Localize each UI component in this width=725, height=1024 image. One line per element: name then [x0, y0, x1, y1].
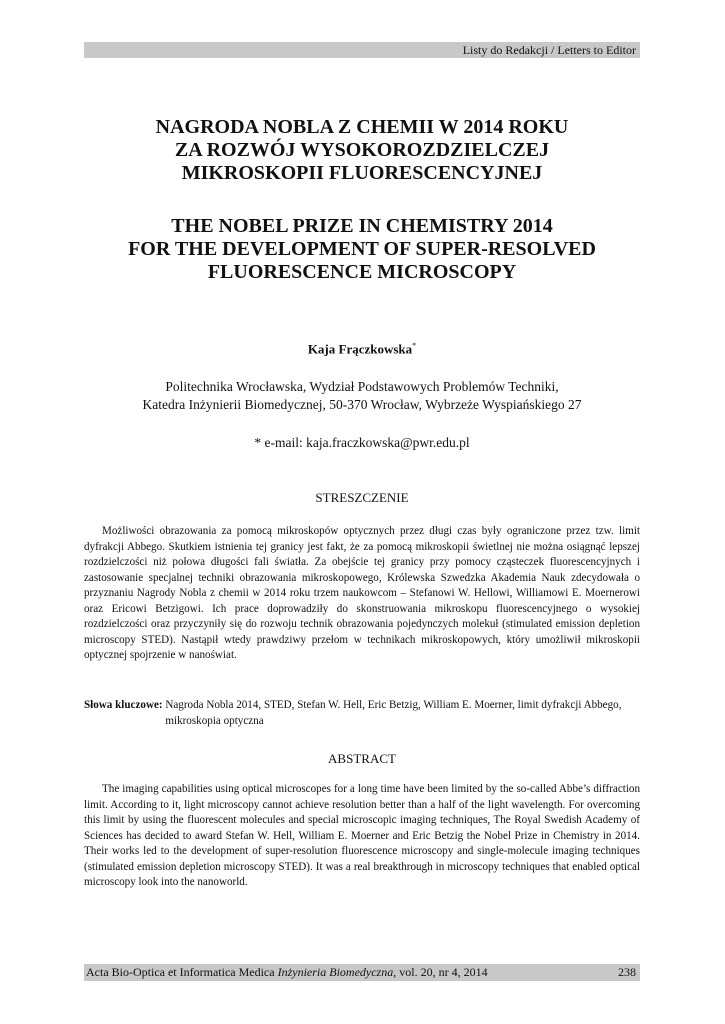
running-header — [84, 42, 640, 58]
keywords-label: Słowa kluczowe: — [84, 699, 163, 711]
affiliation-line: Katedra Inżynierii Biomedycznej, 50-370 Wrocław, Wybrzeże Wyspiańskiego 27 — [142, 397, 582, 412]
streszczenie-text: Możliwości obrazowania za pomocą mikroskopów optycznych przez długi czas były ograniczone przez tzw. limit dyfrakcji Abbego. Skutkiem istnienia tej granicy jest fakt, że za pomocą mikroskopii świetlnej nie można osiągnąć lepszej rozdzielczości niż połowa długości fali światła. Za obejście tej granicy przy pomocy cząsteczek fluorescencyjnych i zastosowanie specjalnej techniki obrazowania mikroskopowego, Królewska Szwedzka Akademia Nauk zdecydowała o przyznaniu Nagrody Nobla z chemii w 2014 roku trzem naukowcom – Stefanowi W. Hellowi, Williamowi E. Moernerowi oraz Ericowi Betzigowi. Ich prace doprowadziły do skonstruowania mikroskopu fluorescencyjnego o wysokiej rozdzielczości oraz przyczyniły się do rozwoju technik obrazowania pojedynczych molekuł (stimulated emission depletion microscopy STED). Nastąpił wtedy prawdziwy przełom w technikach mikroskopowych, który umożliwił mikroskopii optycznej spojrzenie w nanoświat. — [84, 525, 640, 661]
title-en-line: FLUORESCENCE MICROSCOPY — [207, 261, 517, 283]
running-footer — [84, 964, 640, 981]
footer-volume: , vol. 20, nr 4, 2014 — [393, 965, 488, 979]
title-block — [84, 116, 640, 284]
abstract-text: The imaging capabilities using optical microscopes for a long time have been limited by the so-called Abbe’s diffraction limit. According to it, light microscopy cannot achieve resolution better than a half of the light wavelength. For overcoming this limit by using the fluorescent molecules and special microscopic imaging techniques, The Royal Swedish Academy of Sciences has decided to award Stefan W. Hell, William E. Moerner and Eric Betzig the Nobel Prize in Chemistry in 2014. Their works led to the development of super-resolution fluorescence microscopy and single-molecule imaging techniques (stimulated emission depletion microscopy STED). It was a real breakthrough in microscopy techniques that enabled optical microscopy look into the nanoworld. — [84, 783, 640, 888]
affiliation-line: Politechnika Wrocławska, Wydział Podstawowych Problemów Techniki, — [165, 379, 559, 394]
affiliation — [84, 378, 640, 414]
footer-journal: Acta Bio-Optica et Informatica Medica — [86, 965, 275, 979]
streszczenie-heading: STRESZCZENIE — [315, 490, 409, 505]
title-english — [84, 215, 640, 284]
author-mark: * — [412, 341, 417, 350]
email: * e-mail: kaja.fraczkowska@pwr.edu.pl — [254, 435, 470, 450]
header-text: Listy do Redakcji / Letters to Editor — [462, 43, 636, 57]
title-en-line: FOR THE DEVELOPMENT OF SUPER-RESOLVED — [128, 238, 596, 260]
author-name: Kaja Frączkowska — [307, 341, 413, 357]
footer-citation — [86, 964, 488, 981]
footer-journal-italic: Inżynieria Biomedyczna — [277, 965, 394, 979]
page-number: 238 — [618, 965, 636, 979]
abstract-heading: ABSTRACT — [328, 751, 396, 766]
author — [84, 341, 640, 357]
title-en-line: THE NOBEL PRIZE IN CHEMISTRY 2014 — [171, 215, 553, 237]
keywords-values: Nagroda Nobla 2014, STED, Stefan W. Hell, Eric Betzig, William E. Moerner, limit dyfrakcji Abbego, mikroskopia optyczna — [165, 699, 622, 727]
title-pl-line: ZA ROZWÓJ WYSOKOROZDZIELCZEJ — [174, 139, 550, 161]
title-pl-line: NAGRODA NOBLA Z CHEMII W 2014 ROKU — [155, 116, 569, 138]
keywords — [84, 698, 640, 729]
title-polish — [84, 116, 640, 185]
title-pl-line: MIKROSKOPII FLUORESCENCYJNEJ — [181, 162, 543, 184]
